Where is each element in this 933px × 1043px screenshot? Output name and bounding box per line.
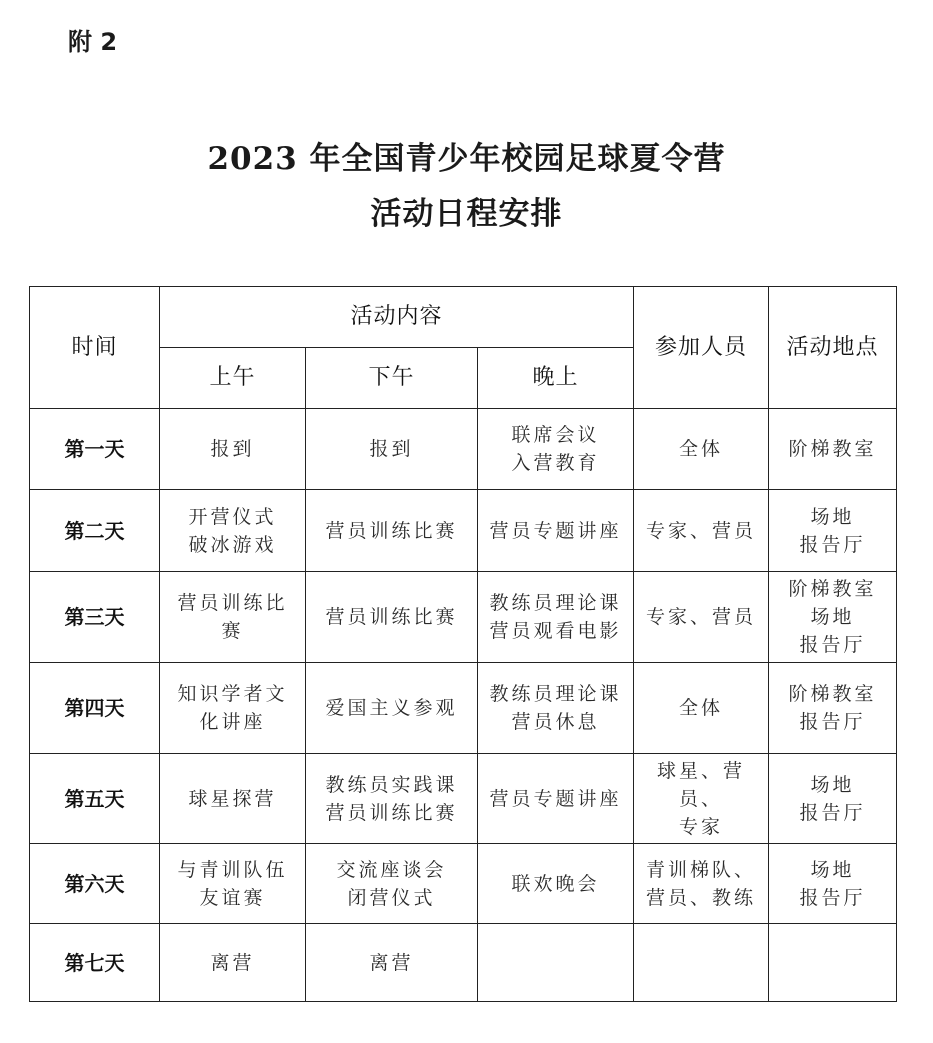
cell-line: 教练员实践课: [325, 773, 458, 796]
cell-line: 场地: [810, 606, 855, 628]
cell-line: 营员训练比赛: [325, 606, 458, 628]
afternoon-cell: [306, 409, 478, 490]
cell-line: 阶梯教室: [788, 683, 877, 705]
location-cell: [769, 409, 897, 490]
morning-cell: [160, 754, 306, 844]
cell-line: 阶梯教室: [788, 438, 877, 460]
document-subtitle: 活动日程安排: [370, 196, 563, 232]
day-cell: 第五天: [30, 754, 160, 844]
table-row: [30, 663, 897, 754]
header-afternoon: 下午: [306, 348, 478, 409]
evening-cell: [478, 572, 634, 663]
cell-line: 营员、教练: [645, 886, 756, 909]
cell-line: 报告厅: [799, 533, 866, 556]
cell-line: 报到: [369, 438, 414, 460]
cell-line: 全体: [678, 438, 723, 460]
cell-line: 青训梯队、: [645, 858, 756, 881]
cell-line: 闭营仪式: [347, 886, 436, 909]
cell-line: 场地: [810, 505, 855, 528]
table-row: [30, 754, 897, 844]
cell-line: 离营: [210, 951, 255, 974]
cell-line: 营员训练比: [177, 592, 288, 614]
cell-line: 专家、营员: [645, 606, 756, 628]
cell-line: 联席会议: [511, 424, 600, 446]
cell-line: 报告厅: [799, 711, 866, 733]
cell-line: 营员训练比赛: [325, 801, 458, 824]
cell-line: 场地: [810, 858, 855, 881]
cell-line: 友谊赛: [199, 886, 266, 909]
evening-cell: [478, 490, 634, 572]
header-row: [30, 287, 897, 348]
participants-cell: [634, 490, 769, 572]
morning-cell: [160, 663, 306, 754]
day-cell: 第四天: [30, 663, 160, 754]
header-participants: 参加人员: [634, 287, 769, 409]
table-row: [30, 924, 897, 1002]
evening-cell: [478, 924, 634, 1002]
cell-line: 联欢晚会: [511, 872, 600, 895]
morning-cell: [160, 924, 306, 1002]
afternoon-cell: [306, 924, 478, 1002]
afternoon-cell: [306, 844, 478, 924]
cell-line: 球星、营员、: [656, 759, 745, 810]
cell-line: 教练员理论课: [489, 683, 622, 705]
header-location: 活动地点: [769, 287, 897, 409]
day-cell: 第三天: [30, 572, 160, 663]
schedule-table: [29, 286, 897, 1002]
cell-line: 交流座谈会: [336, 858, 447, 881]
cell-line: 营员训练比赛: [325, 519, 458, 542]
evening-cell: [478, 844, 634, 924]
day-cell: 第七天: [30, 924, 160, 1002]
cell-line: 场地: [810, 773, 855, 796]
header-time: 时间: [30, 287, 160, 409]
cell-line: 化讲座: [199, 711, 266, 733]
cell-line: 爱国主义参观: [325, 697, 458, 719]
day-cell: 第二天: [30, 490, 160, 572]
evening-cell: [478, 663, 634, 754]
evening-cell: [478, 754, 634, 844]
table-row: [30, 409, 897, 490]
cell-line: 球星探营: [188, 787, 277, 810]
afternoon-cell: [306, 490, 478, 572]
location-cell: [769, 754, 897, 844]
cell-line: 营员专题讲座: [489, 519, 622, 542]
cell-line: 与青训队伍: [177, 858, 288, 881]
cell-line: 破冰游戏: [188, 533, 277, 556]
morning-cell: [160, 490, 306, 572]
cell-line: 专家: [678, 815, 723, 838]
cell-line: 全体: [678, 697, 723, 719]
location-cell: [769, 924, 897, 1002]
cell-line: 知识学者文: [177, 683, 288, 705]
location-cell: [769, 490, 897, 572]
evening-cell: [478, 409, 634, 490]
morning-cell: [160, 844, 306, 924]
cell-line: 教练员理论课: [489, 592, 622, 614]
cell-line: 报告厅: [799, 634, 866, 656]
day-cell: 第一天: [30, 409, 160, 490]
header-activity-content: 活动内容: [160, 287, 634, 348]
table-row: [30, 572, 897, 663]
morning-cell: [160, 409, 306, 490]
location-cell: [769, 572, 897, 663]
table-row: [30, 490, 897, 572]
header-evening: 晚上: [478, 348, 634, 409]
participants-cell: [634, 754, 769, 844]
header-morning: 上午: [160, 348, 306, 409]
participants-cell: [634, 409, 769, 490]
cell-line: 阶梯教室: [788, 578, 877, 600]
cell-line: 报告厅: [799, 886, 866, 909]
cell-line: 入营教育: [511, 452, 600, 474]
document-title: 2023 年全国青少年校园足球夏令营: [207, 141, 726, 177]
location-cell: [769, 844, 897, 924]
day-cell: 第六天: [30, 844, 160, 924]
afternoon-cell: [306, 663, 478, 754]
cell-line: 报告厅: [799, 801, 866, 824]
participants-cell: [634, 924, 769, 1002]
cell-line: 报到: [210, 438, 255, 460]
participants-cell: [634, 572, 769, 663]
cell-line: 营员专题讲座: [489, 787, 622, 810]
cell-line: 开营仪式: [188, 505, 277, 528]
cell-line: 营员观看电影: [489, 620, 622, 642]
cell-line: 专家、营员: [645, 519, 756, 542]
afternoon-cell: [306, 754, 478, 844]
afternoon-cell: [306, 572, 478, 663]
table-row: [30, 844, 897, 924]
annex-label: 附 2: [68, 28, 118, 56]
participants-cell: [634, 844, 769, 924]
cell-line: 离营: [369, 951, 414, 974]
morning-cell: [160, 572, 306, 663]
participants-cell: [634, 663, 769, 754]
cell-line: 营员休息: [511, 711, 600, 733]
cell-line: 赛: [221, 620, 244, 642]
location-cell: [769, 663, 897, 754]
